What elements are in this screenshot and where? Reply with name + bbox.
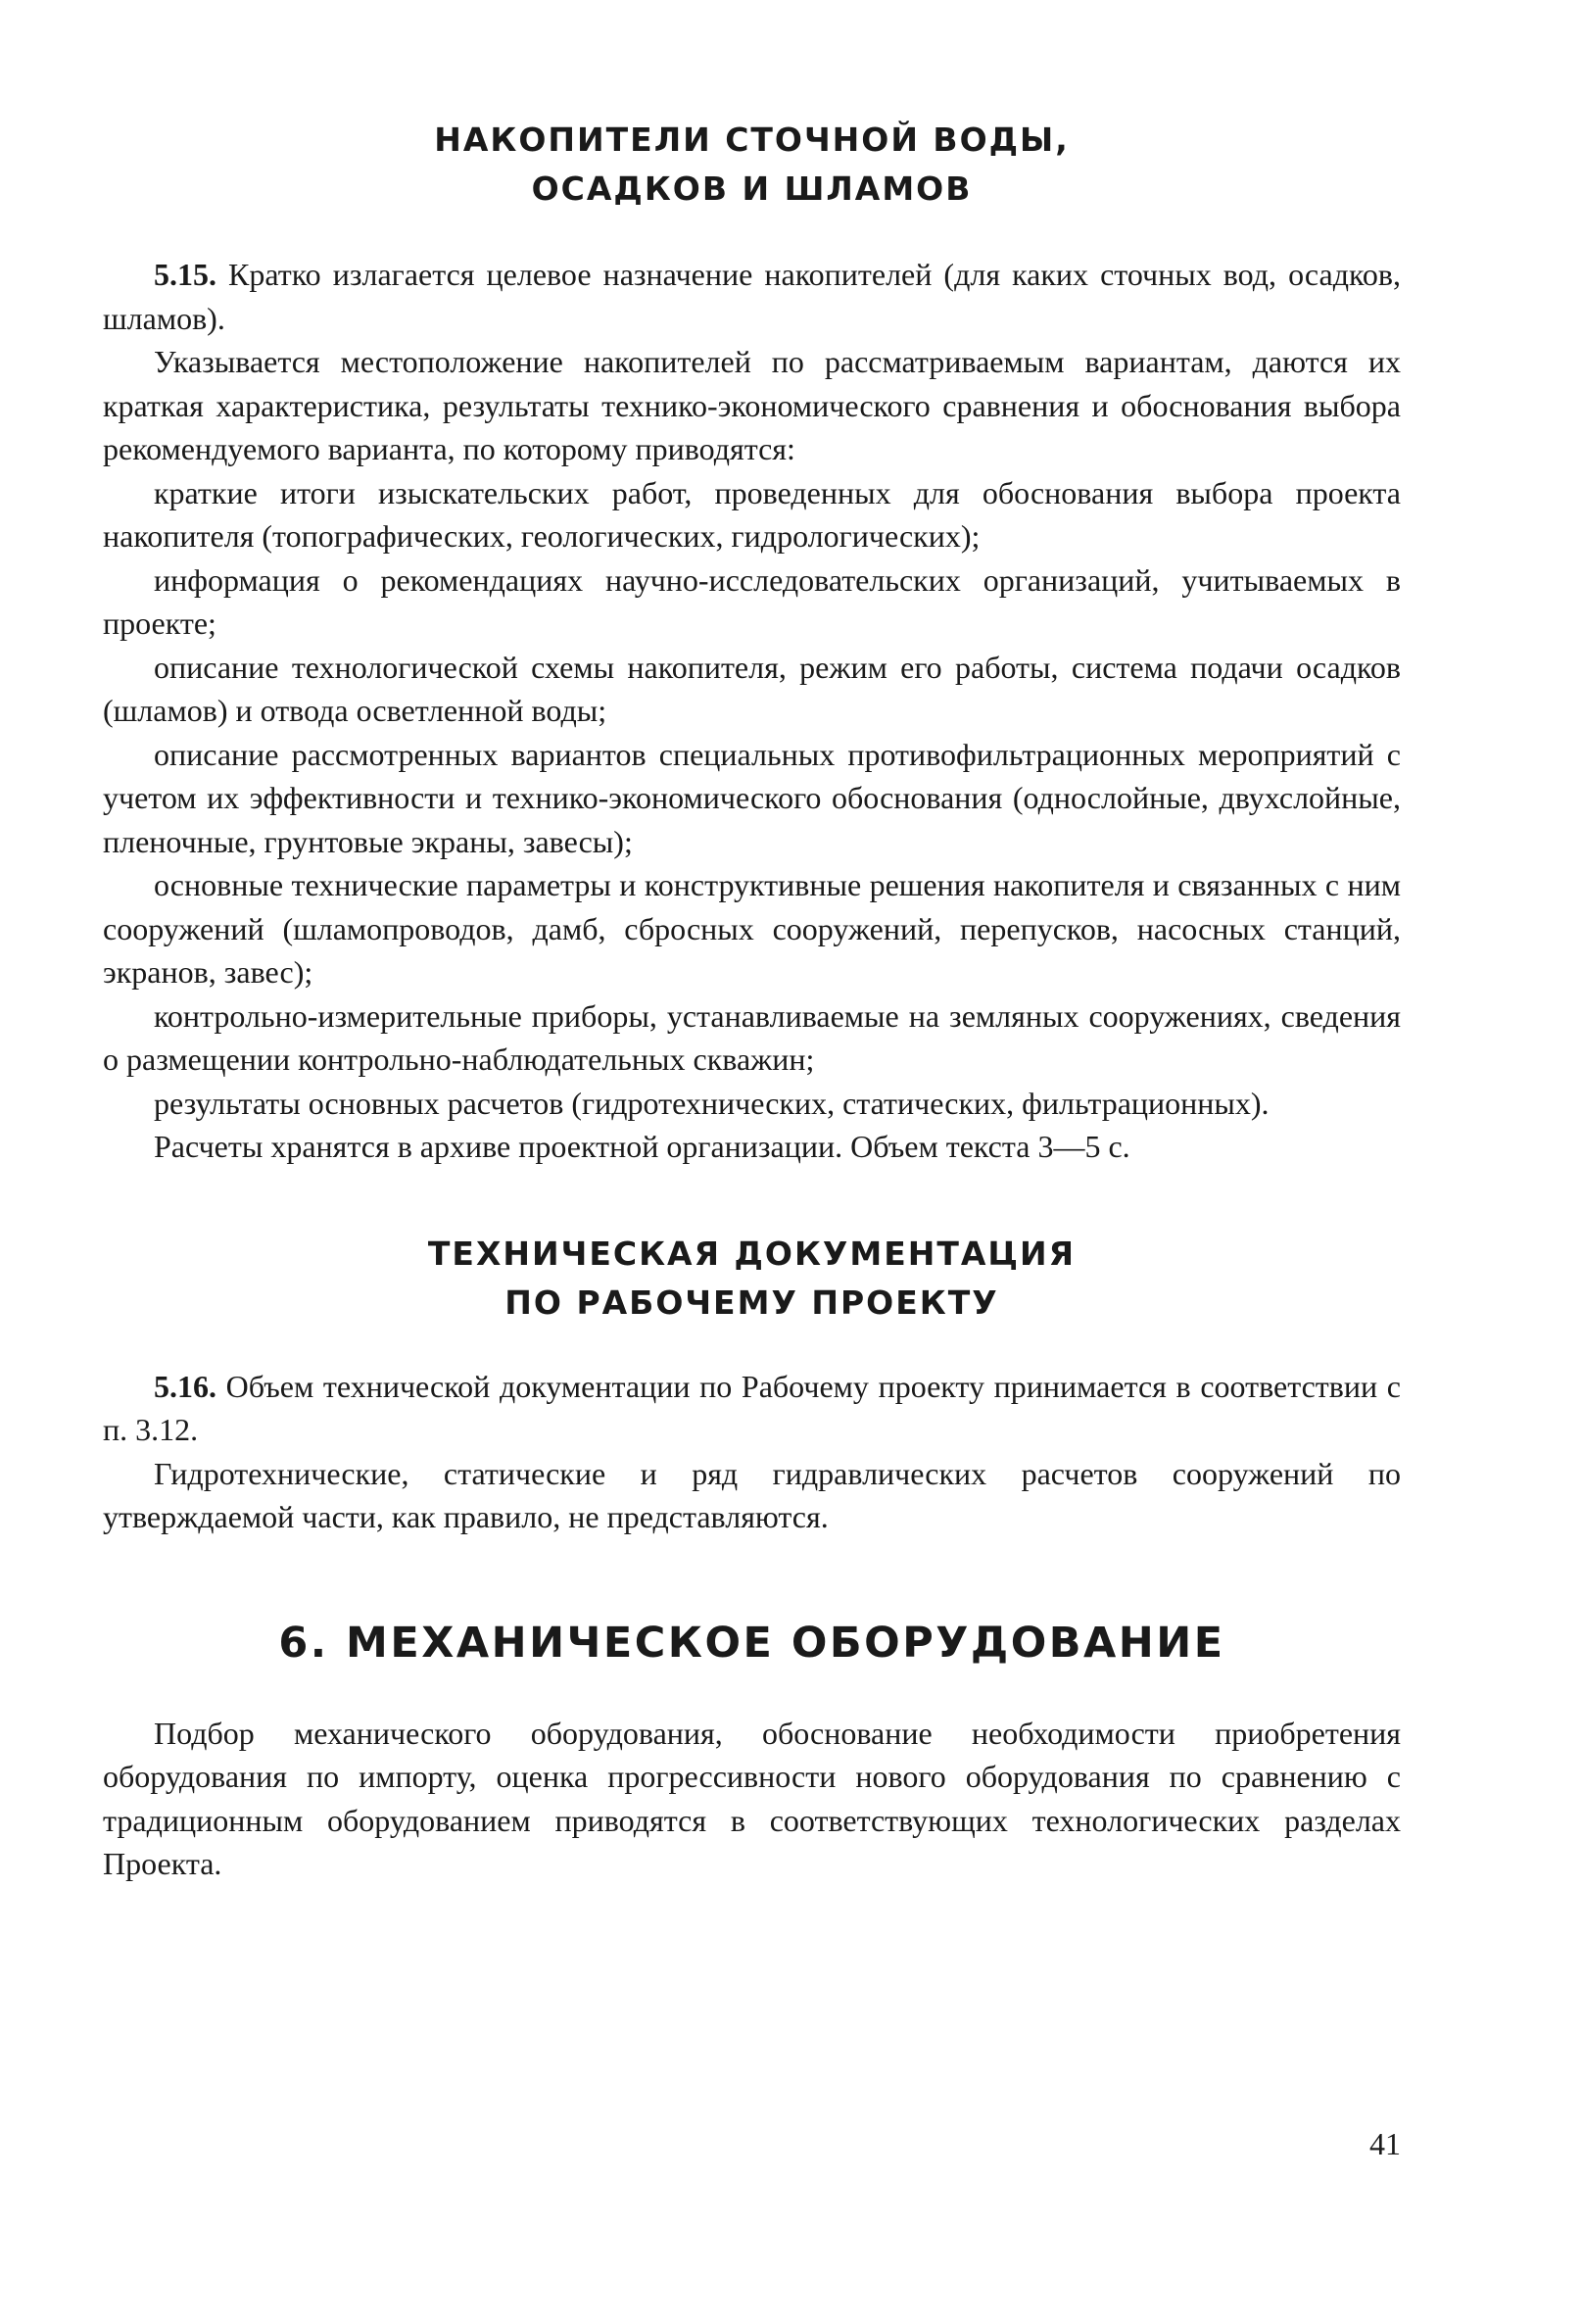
list-item: информация о рекомендациях научно-исследовательских организаций, учитываемых в проекте; — [103, 561, 1401, 641]
list-item: краткие итоги изыскательских работ, проведенных для обоснования выбора проекта накопителя (топографических, геологических, гидрологических); — [103, 474, 1401, 554]
list-item: контрольно-измерительные приборы, устанавливаемые на земляных сооружениях, сведения о размещении контрольно-наблюдательных скважин; — [103, 997, 1401, 1077]
paragraph: Подбор механического оборудования, обоснование необходимости приобретения оборудования по импорту, оценка прогрессивности нового оборудования по сравнению с традиционным оборудованием приводятся в соответствующих технологических разделах Проекта. — [103, 1715, 1401, 1881]
paragraph: Расчеты хранятся в архиве проектной организации. Объем текста 3—5 с. — [154, 1129, 1130, 1164]
paragraph-5-16 — [103, 1365, 1401, 1452]
list-item: описание технологической схемы накопителя, режим его работы, система подачи осадков (шламов) и отвода осветленной воды; — [103, 649, 1401, 728]
clause-number: 5.16. — [154, 1368, 216, 1404]
list-item: описание рассмотренных вариантов специальных противофильтрационных мероприятий с учетом их эффективности и технико-экономического обоснования (однослойные, двухслойные, пленочные, грунтовые экраны, завесы); — [103, 736, 1401, 859]
document-page — [103, 116, 1401, 1886]
clause-text: Объем технической документации по Рабочему проекту принимается в соответствии с п. 3.12. — [103, 1368, 1401, 1447]
section-heading-storage — [103, 116, 1401, 214]
chapter-heading-mechanical: 6. МЕХАНИЧЕСКОЕ ОБОРУДОВАНИЕ — [278, 1618, 1225, 1668]
section-heading-tech-docs — [103, 1230, 1401, 1328]
clause-number: 5.15. — [154, 257, 216, 292]
list-item: результаты основных расчетов (гидротехнических, статических, фильтрационных). — [154, 1085, 1270, 1121]
list-item: основные технические параметры и конструктивные решения накопителя и связанных с ним сооружений (шламопроводов, дамб, сбросных сооружений, перепусков, насосных станций, экранов, завес); — [103, 867, 1401, 990]
heading-line: НАКОПИТЕЛИ СТОЧНОЙ ВОДЫ, — [434, 121, 1070, 159]
heading-line: ПО РАБОЧЕМУ ПРОЕКТУ — [504, 1283, 999, 1322]
clause-text: Кратко излагается целевое назначение накопителей (для каких сточных вод, осадков, шламов). — [103, 257, 1401, 336]
heading-line: ОСАДКОВ И ШЛАМОВ — [531, 169, 973, 208]
page-number: 41 — [1369, 2126, 1401, 2161]
paragraph-5-15 — [103, 253, 1401, 340]
paragraph: Гидротехнические, статические и ряд гидравлических расчетов сооружений по утверждаемой части, как правило, не представляются. — [103, 1455, 1401, 1534]
paragraph: Указывается местоположение накопителей по рассматриваемым вариантам, даются их краткая характеристика, результаты технико-экономического сравнения и обоснования выбора рекомендуемого варианта, по которому приводятся: — [103, 344, 1401, 466]
heading-line: ТЕХНИЧЕСКАЯ ДОКУМЕНТАЦИЯ — [427, 1234, 1077, 1273]
